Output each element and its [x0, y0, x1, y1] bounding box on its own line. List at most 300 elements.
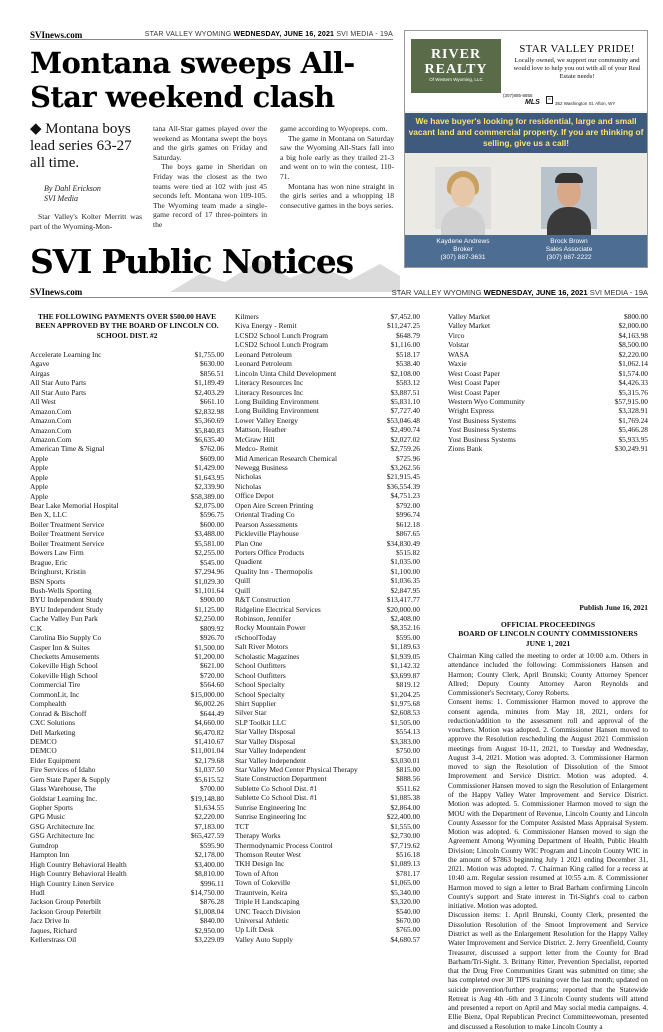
payee-name: Elder Equipment: [30, 755, 81, 765]
payment-row: [235, 444, 420, 453]
payment-row: [30, 860, 224, 869]
ad-pride-text: Locally owned, we support our community and would love to help you out with all of your Real Estate needs!: [513, 57, 641, 80]
payment-amount: $2,847.95: [390, 585, 420, 595]
story-column-3: [280, 124, 394, 210]
payment-row: [30, 794, 224, 803]
ad-agent-names: [405, 235, 647, 267]
payee-name: Airgas: [30, 368, 50, 378]
payment-row: [30, 718, 224, 727]
payment-row: [235, 567, 420, 576]
payment-row: [30, 482, 224, 491]
payment-row: [235, 425, 420, 434]
proceedings-date: JUNE 1, 2021: [525, 638, 571, 648]
payment-row: [235, 774, 420, 783]
payment-row: [235, 378, 420, 387]
payment-row: [235, 708, 420, 717]
story-paragraph: Star Valley's Kolter Merritt was part of the Wyoming-Mon-: [30, 212, 142, 231]
payment-amount: $4,751.23: [390, 491, 420, 501]
payment-amount: $34,830.49: [386, 538, 420, 548]
payee-name: Triple H Landscaping: [235, 897, 300, 907]
face-shape: [451, 177, 475, 207]
agent-1-info: [421, 238, 505, 262]
payment-amount: $856.51: [199, 368, 224, 378]
payment-row: [30, 803, 224, 812]
masthead-secondary: [30, 287, 648, 298]
payee-name: Nicholas: [235, 481, 262, 491]
payee-name: Sunrise Engineering Inc: [235, 812, 307, 822]
payment-row: [30, 869, 224, 878]
proceedings-paragraph: Discussion items: 1. April Brunski, County Clerk, presented the Dissolution Resolution of the Smoot Improvement and Service District as well as the Enlargement Resolution for the Happy Valley Water Improvement and Service District. 2. Jerry Greenfield, County Treasurer, discussed a support letter from the County for Brad Barham/Tri-Sight. 3. Brittany Ritter, Prevention Specialist, reported that the Drug Free Communities Grant was submitted on time; she has completed over 30 TIPS training over the last month; updated on suicide prevention/further programs; reported that the Statewide Retreat is Aug 4th -6th and 3 Lincoln County students will attend and presented a report on April and May social media campaigns. 4. Ellie Bienz, Opal Republican Precinct Committeewoman, presented and discussed a Resolution to make Lincoln County a: [448, 911, 648, 1031]
payee-name: Jaques, Richard: [30, 925, 77, 935]
payment-amount: $644.49: [199, 708, 224, 718]
logo-line-3: Of Western Wyoming, LLC: [429, 77, 483, 82]
payee-name: Star Valley Independent: [235, 755, 306, 765]
payment-amount: $781.17: [395, 868, 420, 878]
payment-amount: $58,389.00: [190, 491, 224, 501]
payment-amount: $1,505.00: [390, 717, 420, 727]
payment-amount: $3,400.00: [194, 859, 224, 869]
agent-2-title: Sales Associate: [545, 246, 593, 253]
payee-name: Lower Valley Energy: [235, 415, 298, 425]
payee-name: Fire Services of Idaho: [30, 765, 96, 775]
payment-row: [235, 822, 420, 831]
payment-amount: $888.56: [395, 774, 420, 784]
payee-name: TCT: [235, 821, 249, 831]
payment-row: [235, 491, 420, 500]
payee-name: Accelerate Learning Inc: [30, 350, 102, 359]
payment-row: [235, 605, 420, 614]
payment-row: [30, 737, 224, 746]
payment-row: [30, 661, 224, 670]
payment-amount: $538.40: [395, 359, 420, 369]
payment-row: [30, 492, 224, 501]
payee-name: Salt River Motors: [235, 642, 288, 652]
payee-name: Robinson, Jennifer: [235, 614, 291, 623]
payment-amount: $1,410.67: [194, 736, 224, 746]
payee-name: Ridgeline Electrical Services: [235, 604, 321, 614]
payment-amount: $8,810.00: [194, 869, 224, 879]
masthead-paper: STAR VALLEY WYOMING: [391, 288, 482, 297]
payee-name: DEMCO: [30, 736, 57, 746]
payee-name: Leonard Petroleum: [235, 359, 292, 369]
payment-amount: $800.00: [623, 312, 648, 321]
payment-amount: $1,029.30: [194, 576, 224, 586]
payment-amount: $750.00: [395, 746, 420, 756]
payment-amount: $13,417.77: [386, 595, 420, 605]
payment-row: [235, 350, 420, 359]
payment-amount: $3,887.51: [390, 387, 420, 397]
payee-name: Boiler Treatment Service: [30, 519, 105, 529]
payee-name: Jacz Drive In: [30, 916, 70, 926]
payment-amount: $1,755.00: [194, 350, 224, 359]
payment-row: [448, 397, 648, 406]
payment-amount: $1,036.35: [390, 576, 420, 586]
logo-line-2: REALTY: [424, 62, 488, 77]
payment-row: [235, 397, 420, 406]
payee-name: School Specialty: [235, 689, 285, 699]
payee-name: Literacy Resources Inc: [235, 387, 304, 397]
ad-header: [405, 31, 647, 111]
payment-amount: $630.00: [199, 359, 224, 369]
payee-name: Kilmers: [235, 312, 259, 321]
payment-row: [235, 718, 420, 727]
payee-name: Cache Valley Fun Park: [30, 614, 98, 624]
payment-row: [30, 473, 224, 482]
published-date: Publish June 16, 2021: [579, 603, 648, 612]
body-shape: [547, 207, 591, 237]
payment-row: [448, 321, 648, 330]
payment-row: [30, 558, 224, 567]
payment-row: [448, 444, 648, 453]
proceedings-heading: [448, 620, 648, 648]
payee-name: Apple: [30, 491, 49, 501]
payment-row: [30, 407, 224, 416]
payee-name: All Star Auto Parts: [30, 378, 87, 388]
payment-amount: $867.65: [395, 529, 420, 539]
payment-row: [235, 501, 420, 510]
payment-row: [30, 699, 224, 708]
payee-name: Mattson, Heather: [235, 425, 287, 435]
payment-amount: $1,101.64: [194, 585, 224, 595]
payment-amount: $4,426.33: [618, 378, 648, 388]
payee-name: Volstar: [448, 340, 469, 350]
payee-name: All Star Auto Parts: [30, 387, 87, 397]
payee-name: Western Wyo Community: [448, 396, 525, 406]
payment-row: [30, 426, 224, 435]
payment-row: [235, 576, 420, 585]
payee-name: Town of Cokeville: [235, 878, 291, 888]
byline-name: By Dahl Erickson: [44, 184, 101, 193]
payee-name: Newegg Business: [235, 463, 288, 472]
payment-amount: $670.00: [395, 916, 420, 925]
payee-name: Agave: [30, 359, 50, 369]
payee-name: Quill: [235, 576, 251, 586]
payment-row: [448, 435, 648, 444]
payments-column-2: [235, 312, 420, 944]
story-headline: Montana sweeps All-Star weekend clash: [30, 46, 355, 114]
payment-amount: $2,179.68: [194, 755, 224, 765]
payment-row: [30, 605, 224, 614]
payee-name: Conrad & Bischoff: [30, 708, 87, 718]
payment-amount: $1,125.00: [194, 604, 224, 614]
payment-amount: $1,065.00: [390, 878, 420, 888]
payee-name: Bear Lake Memorial Hospital: [30, 501, 119, 510]
payment-amount: $11,001.04: [191, 746, 224, 756]
payment-amount: $809.92: [199, 623, 224, 633]
agent-1-phone: (307) 887-3631: [440, 254, 486, 261]
payee-name: GSG Architecture Inc: [30, 821, 95, 831]
realty-advertisement[interactable]: [404, 30, 648, 268]
payee-name: UNC Teacch Division: [235, 906, 301, 916]
payment-amount: $1,769.24: [618, 415, 648, 425]
story-byline: [44, 184, 134, 204]
payment-row: [30, 435, 224, 444]
payee-name: Therapy Works: [235, 831, 281, 841]
payment-row: [30, 652, 224, 661]
payment-amount: $2,759.26: [390, 444, 420, 454]
payment-amount: $2,864.00: [390, 802, 420, 812]
payment-amount: $30,249.91: [614, 444, 648, 454]
payment-amount: $6,470.82: [194, 727, 224, 737]
payee-name: Oriental Trading Co: [235, 510, 295, 520]
payment-amount: $5,581.00: [194, 538, 224, 548]
payment-row: [30, 775, 224, 784]
payment-row: [235, 897, 420, 906]
payment-amount: $15,000.00: [190, 689, 224, 699]
payment-row: [235, 699, 420, 708]
payment-amount: $996.74: [395, 510, 420, 520]
payment-amount: $3,328.91: [618, 406, 648, 416]
payment-row: [235, 841, 420, 850]
proceedings-paragraph: Consent items: 1. Commissioner Harmon moved to approve the consent agenda, minutes from May 18, 2021, orders for reduction/addition to the assessment roll and approval of the vouchers. Motion was adopted. 2. Commissioner Hansen moved to approve the Resolution rescheduling the August 2021 Commission meetings from August 10-11, 2021, to Tuesday and Wednesday, August 3-4, 2021. Motion was adopted. 3. Commissioner Harmon moved to sign the Resolution of Dissolution of the Smoot Improvement and Service District. Motion was adopted. 4. Commissioner Hansen moved to sign the Resolution of Enlargement of the Happy Valley Water Improvement and Service District. Motion was adopted. 5. Commissioner Harmon moved to sign the MOU with the Department of Revenue, Lincoln County and Lincoln County Assessor for the Computer Assisted Mass Appraisal System. Motion was adopted. 6. Commissioner Hansen moved to sign the Agreement Among Wyoming Department of Health, Public Health Division; Lincoln County WIC Program and Lincoln County WIC in the amount of $7863 beginning July 1 2021 ending December 31, 2021. Motion was adopted. 7. Chairman King called for a recess at 10:40 a.m. Regular session resumed at 10:55 a.m. 8. Commissioner Harmon moved to sign a letter to Brad Barham confirming Lincoln County's support and State interest in Tri-Sight's coal to carbon initiative. Motion was adopted.: [448, 698, 648, 911]
payee-name: Thermodynamic Process Control: [235, 840, 333, 850]
payment-amount: $1,142.32: [390, 661, 420, 671]
payment-amount: $725.96: [395, 453, 420, 463]
payment-row: [448, 340, 648, 349]
payment-amount: $1,089.13: [390, 859, 420, 869]
payment-row: [30, 463, 224, 472]
payment-amount: $2,730.00: [390, 831, 420, 841]
payment-amount: $815.00: [395, 765, 420, 774]
payee-name: Waxie: [448, 359, 467, 369]
payee-name: Hudl: [30, 887, 45, 897]
payee-name: Yost Business Systems: [448, 425, 516, 435]
payee-name: Commercial Tire: [30, 680, 81, 690]
payment-amount: $36,554.39: [386, 481, 420, 491]
payment-amount: $14,750.00: [190, 887, 224, 897]
payment-row: [30, 529, 224, 538]
masthead-site: SVInews.com: [30, 29, 83, 40]
payee-name: Silver Star: [235, 708, 267, 718]
story-column-1: [30, 212, 142, 231]
payment-amount: $1,035.00: [390, 557, 420, 567]
payment-row: [30, 501, 224, 510]
payment-row: [30, 822, 224, 831]
payee-name: Quadient: [235, 557, 263, 567]
payee-name: WASA: [448, 349, 469, 359]
payment-amount: $5,466.28: [618, 425, 648, 435]
payment-amount: $5,340.00: [390, 887, 420, 897]
payment-amount: $19,148.80: [190, 793, 224, 803]
payment-amount: $840.00: [199, 916, 224, 926]
body-shape: [441, 207, 485, 237]
payment-amount: $2,950.00: [194, 925, 224, 935]
payee-name: Gopher Sports: [30, 803, 73, 812]
payment-row: [235, 633, 420, 642]
payment-row: [235, 463, 420, 472]
equal-housing-icon: =: [547, 97, 552, 103]
story-paragraph: The game in Montana on Saturday saw the Wyoming All-Stars fall into a big hole early as they trailed 21-3 and went on to win the contest, 110-71.: [280, 133, 394, 181]
payee-name: High Country Behavioral Health: [30, 859, 127, 869]
payment-amount: $3,699.87: [390, 670, 420, 680]
payment-row: [448, 416, 648, 425]
payee-name: Gumdrop: [30, 840, 59, 850]
payment-row: [235, 784, 420, 793]
payee-name: Shirt Supplier: [235, 698, 277, 708]
story-paragraph: game according to Wyopreps. com.: [280, 124, 388, 133]
payment-row: [448, 406, 648, 415]
payment-amount: $1,100.00: [390, 566, 420, 576]
ad-pride-box: [509, 43, 645, 81]
payment-row: [30, 935, 224, 944]
byline-org: SVI Media: [44, 194, 78, 203]
payee-name: High Country Linen Service: [30, 878, 114, 888]
payee-name: BYU Independent Study: [30, 595, 104, 605]
payee-name: Trauntvein, Keira: [235, 887, 288, 897]
payment-row: [30, 831, 224, 840]
payment-amount: $819.12: [395, 680, 420, 690]
payee-name: Goldstar Learning Inc.: [30, 793, 98, 803]
payee-name: Medco- Remit: [235, 444, 278, 454]
payment-amount: $1,062.14: [618, 359, 648, 369]
agent-photo-brock: [541, 167, 597, 229]
payee-name: Long Building Environment: [235, 406, 319, 416]
payee-name: Scholastic Magazines: [235, 651, 300, 661]
payee-name: BSN Sports: [30, 576, 66, 586]
payee-name: Brague, Eric: [30, 557, 68, 567]
payment-row: [235, 472, 420, 481]
payee-name: Apple: [30, 463, 49, 473]
payee-name: Sublette Co School Dist. #1: [235, 793, 318, 803]
payee-name: rSchoolToday: [235, 632, 277, 642]
payee-name: West Coast Paper: [448, 368, 500, 378]
payment-amount: $2,250.00: [194, 614, 224, 624]
payment-amount: $554.13: [395, 727, 420, 737]
payments-column-1: [30, 350, 224, 945]
logo-line-1: RIVER: [430, 47, 482, 62]
payee-name: High Country Behavioral Health: [30, 869, 127, 879]
payment-amount: $545.00: [199, 557, 224, 567]
payee-name: Lincoln Uinta Child Development: [235, 368, 337, 378]
payment-amount: $3,383.00: [390, 736, 420, 746]
payee-name: Apple: [30, 472, 49, 482]
payee-name: McGraw Hill: [235, 434, 275, 444]
payee-name: Star Valley Disposal: [235, 727, 296, 737]
payment-row: [235, 671, 420, 680]
payment-row: [235, 680, 420, 689]
payee-name: Jackson Group Peterbilt: [30, 897, 102, 907]
payee-name: CommonLit, Inc: [30, 689, 80, 699]
payment-row: [448, 331, 648, 340]
payments-column-3: [448, 312, 648, 454]
payment-row: [235, 925, 420, 934]
payment-row: [235, 652, 420, 661]
payment-row: [30, 709, 224, 718]
payee-name: Jackson Group Peterbilt: [30, 906, 102, 916]
ad-address: 352 Washington St. Afton, WY: [555, 101, 616, 106]
payment-row: [235, 331, 420, 340]
payment-row: [30, 765, 224, 774]
payment-row: [235, 614, 420, 623]
payment-amount: $621.00: [199, 661, 224, 671]
masthead-edition: SVI MEDIA - 19A: [336, 31, 393, 38]
payment-row: [30, 633, 224, 642]
story-paragraph: Montana has won nine straight in the girls series and a whopping 18 consecutive games in the boys series.: [280, 181, 394, 210]
payment-row: [30, 567, 224, 576]
payment-amount: $1,189.63: [390, 642, 420, 652]
payee-name: Valley Market: [448, 321, 491, 331]
payment-row: [30, 454, 224, 463]
payment-row: [30, 624, 224, 633]
public-notices-banner: SVI Public Notices: [30, 242, 353, 281]
payment-row: [235, 406, 420, 415]
payment-row: [235, 737, 420, 746]
payment-amount: $518.17: [395, 349, 420, 359]
agent-1-title: Broker: [453, 246, 473, 253]
payment-row: [30, 897, 224, 906]
payment-amount: $648.79: [395, 330, 420, 340]
payment-amount: $8,500.00: [618, 340, 648, 350]
payment-row: [235, 803, 420, 812]
payment-row: [30, 350, 224, 359]
payment-row: [30, 444, 224, 453]
payee-name: Pickleville Playhouse: [235, 529, 299, 539]
payee-name: School Outfitters: [235, 670, 286, 680]
payment-amount: $762.06: [199, 444, 224, 454]
payment-row: [235, 340, 420, 349]
payment-row: [235, 595, 420, 604]
payment-row: [235, 756, 420, 765]
payee-name: TKH Design Inc: [235, 859, 285, 869]
payment-row: [235, 321, 420, 330]
agent-1-name: Kaydene Andrews: [436, 238, 490, 245]
payee-name: Sunrise Engineering Inc: [235, 802, 307, 812]
payment-amount: $1,037.50: [194, 765, 224, 775]
payment-amount: $7,727.40: [390, 406, 420, 416]
payment-amount: $609.00: [199, 453, 224, 463]
payment-amount: $540.00: [395, 906, 420, 916]
payment-amount: $876.28: [199, 897, 224, 907]
payment-amount: $596.75: [199, 510, 224, 520]
payee-name: Amazon.Com: [30, 434, 72, 444]
payment-amount: $1,500.00: [194, 642, 224, 652]
payee-name: Dell Marketing: [30, 727, 76, 737]
payment-row: [235, 812, 420, 821]
payee-name: Rocky Mountain Power: [235, 623, 306, 633]
masthead-site: SVInews.com: [30, 287, 83, 297]
payment-amount: $2,075.00: [194, 501, 224, 510]
payee-name: Up Lift Desk: [235, 925, 274, 935]
payment-amount: $2,408.00: [390, 614, 420, 623]
masthead: [30, 30, 393, 40]
payment-amount: $516.18: [395, 849, 420, 859]
payment-amount: $926.70: [199, 633, 224, 643]
payment-amount: $1,634.55: [194, 803, 224, 812]
payment-row: [30, 548, 224, 557]
payments-heading: THE FOLLOWING PAYMENTS OVER $500.00 HAVE BEEN APPROVED BY THE BOARD OF LINCOLN CO. SCHOOL DIST. #2: [35, 312, 219, 340]
payee-name: Zions Bank: [448, 444, 483, 454]
payment-row: [30, 756, 224, 765]
payment-amount: $6,635.40: [194, 434, 224, 444]
payment-amount: $1,555.00: [390, 821, 420, 831]
payment-row: [30, 614, 224, 623]
payment-amount: $1,008.04: [194, 906, 224, 916]
agent-2-phone: (307) 887-2222: [546, 254, 592, 261]
payment-row: [448, 425, 648, 434]
agent-photo-kaydene: [435, 167, 491, 229]
payee-name: R&T Construction: [235, 595, 291, 605]
payment-row: [448, 350, 648, 359]
payee-name: Bush-Wells Sporting: [30, 585, 92, 595]
payment-amount: $7,294.96: [194, 567, 224, 577]
payment-row: [235, 623, 420, 632]
masthead-info: [145, 31, 393, 38]
payee-name: Star Valley Med Center Physical Therapy: [235, 765, 358, 774]
payment-amount: $5,360.69: [194, 416, 224, 426]
payment-row: [235, 312, 420, 321]
payee-name: LCSD2 School Lunch Program: [235, 340, 328, 350]
payment-row: [235, 510, 420, 519]
